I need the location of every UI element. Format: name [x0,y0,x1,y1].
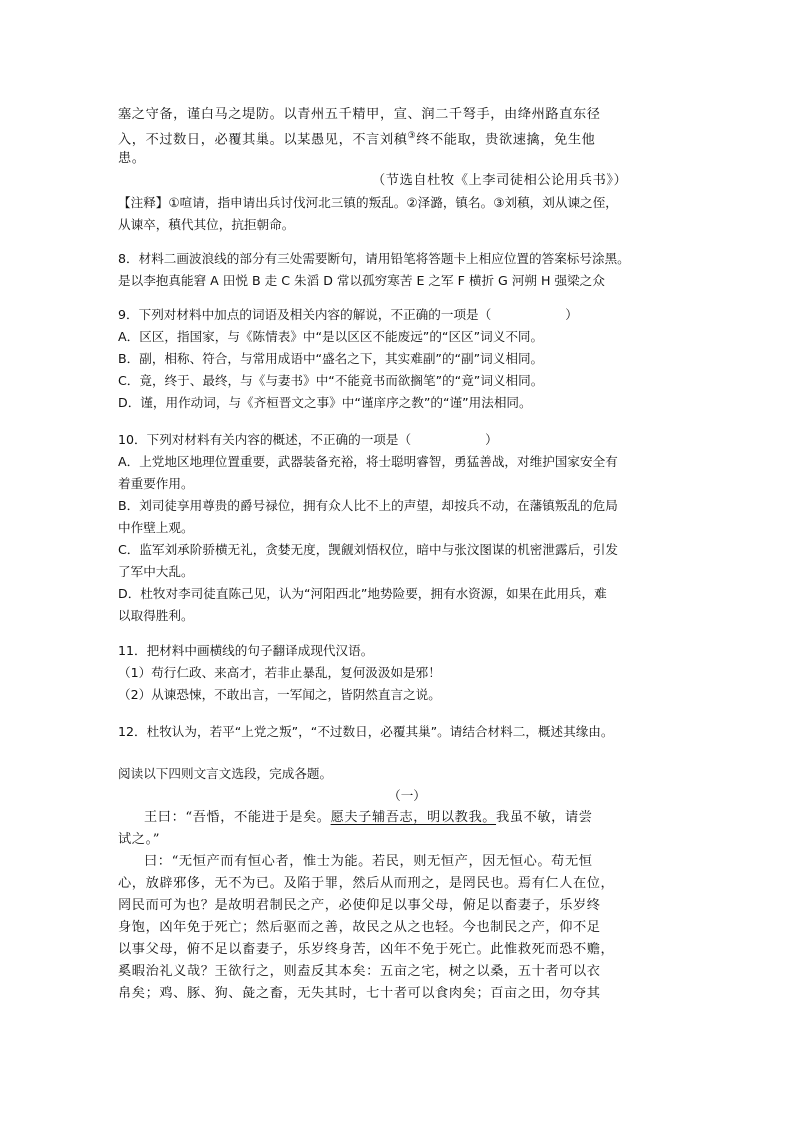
question-10-option-d-2: 以取得胜利。 [118,608,194,623]
question-9-stem-text: 9．下列对材料中加点的词语及相关内容的解说，不正确的一项是（ [118,307,492,322]
question-10-option-d-1: D．杜牧对李司徒直陈己见，认为“河阳西北”地势险要，拥有水资源，如果在此用兵，难 [118,586,607,601]
passage-1-line-9: 帛矣；鸡、豚、狗、彘之畜，无失其时，七十者可以食肉矣；百亩之田，勿夺其 [118,986,601,1001]
question-8-text: 是以李抱真能窘 A 田悦 B 走 C 朱滔 D 常以孤穷寒苦 E 之军 F 横折 G 河朔 H 强梁之众 [118,273,605,288]
passage-1-line-8: 奚暇治礼义哉？王欲行之，则盍反其本矣：五亩之宅，树之以桑，五十者可以衣 [118,964,601,979]
notes-line-1: 【注释】①喧请，指申请出兵讨伐河北三镇的叛乱。②泽潞，镇名。③刘稹，刘从谏之侄， [118,195,618,210]
question-9-stem-close: ） [565,307,578,322]
question-8-stem: 8．材料二画波浪线的部分有三处需要断句，请用铅笔将答题卡上相应位置的答案标号涂黑。 [118,251,630,266]
question-9-option-c: C．竟，终于、最终，与《与妻书》中“不能竟书而欲搁笔”的“竟”词义相同。 [118,373,544,388]
question-10-option-a-1: A．上党地区地理位置重要，武器装备充裕，将士聪明睿智，勇猛善战，对维护国家安全有 [118,454,618,469]
question-10-option-b-1: B．刘司徒享用尊贵的爵号禄位，拥有众人比不上的声望，却按兵不动，在藩镇叛乱的危局 [118,498,618,513]
passage-1-line-1 [118,807,722,828]
section-intro: 阅读以下四则文言文选段，完成各题。 [118,766,333,781]
question-10-option-c-2: 了军中大乱。 [118,564,194,579]
question-10-stem-text: 10．下列对材料有关内容的概述，不正确的一项是（ [118,432,412,447]
question-10-option-a-2: 着重要作用。 [118,476,194,491]
question-10-stem-close: ） [485,432,498,447]
question-9-option-a: A．区区，指国家，与《陈情表》中“是以区区不能废远”的“区区”词义不同。 [118,329,544,344]
question-10-stem [118,429,696,450]
question-10-option-b-2: 中作壁上观。 [118,520,194,535]
question-11-sentence-2: （2）从谏恐悚，不敢出言，一军闻之，皆阴然直言之说。 [118,687,441,702]
question-9-option-b: B．副，相称、符合，与常用成语中“盛名之下，其实难副”的“副”词义相同。 [118,351,544,366]
passage-end-line-1: 塞之守备，谨白马之堤防。以青州五千精甲，宣、润二千弩手，由绛州路直东径 [118,107,601,122]
footnote-marker: ③ [407,131,417,141]
question-11-stem: 11．把材料中画横线的句子翻译成现代汉语。 [118,643,374,658]
notes-line-2: 从谏卒，稹代其位，抗拒朝命。 [118,217,295,232]
section-heading: （一） [388,788,426,803]
passage-end-line-2 [118,126,696,150]
passage-1-line-4: 心，放辟邪侈，无不为已。及陷于罪，然后从而刑之，是罔民也。焉有仁人在位， [118,876,615,891]
underlined-sentence: 愿夫子辅吾志，明以教我。 [330,810,497,825]
passage-source: （节选自杜牧《上李司徒相公论用兵书》） [372,173,628,188]
question-11-sentence-1: （1）苟行仁政、来高才，若非止暴乱，复何汲汲如是邪！ [118,665,441,680]
passage-1-line-1a: 王曰：“吾惛，不能进于是矣。 [144,810,331,825]
passage-1-line-7: 以事父母，俯不足以畜妻子，乐岁终身苦，凶年不免于死亡。此惟救死而恐不赡， [118,942,615,957]
question-12-stem: 12．杜牧认为，若平“上党之叛”，“不过数日，必覆其巢”。请结合材料二，概述其缘由。 [118,724,614,739]
question-10-option-c-1: C．监军刘承阶骄横无礼，贪婪无度，觊觎刘悟权位，暗中与张汶图谋的机密泄露后，引发 [118,542,618,557]
question-9-stem [118,304,696,325]
passage-end-line-2b: 终不能取，贵欲速擒，免生他 [416,132,596,148]
passage-1-line-2: 试之。” [118,832,161,847]
passage-1-line-5: 罔民而可为也？是故明君制民之产，必使仰足以事父母，俯足以畜妻子，乐岁终 [118,898,601,913]
question-9-option-d: D．谨，用作动词，与《齐桓晋文之事》中“谨庠序之教”的“谨”用法相同。 [118,395,532,410]
passage-1-line-6: 身饱，凶年免于死亡；然后驱而之善，故民之从之也轻。今也制民之产，仰不足 [118,920,601,935]
passage-1-line-1b: 我虽不敏，请尝 [496,810,593,825]
passage-end-line-2a: 入，不过数日，必覆其巢。以某愚见，不言刘稹 [118,132,408,148]
passage-end-line-3: 患。 [118,151,146,166]
passage-1-line-3: 曰：“无恒产而有恒心者，惟士为能。若民，则无恒产，因无恒心。苟无恒 [144,854,593,869]
